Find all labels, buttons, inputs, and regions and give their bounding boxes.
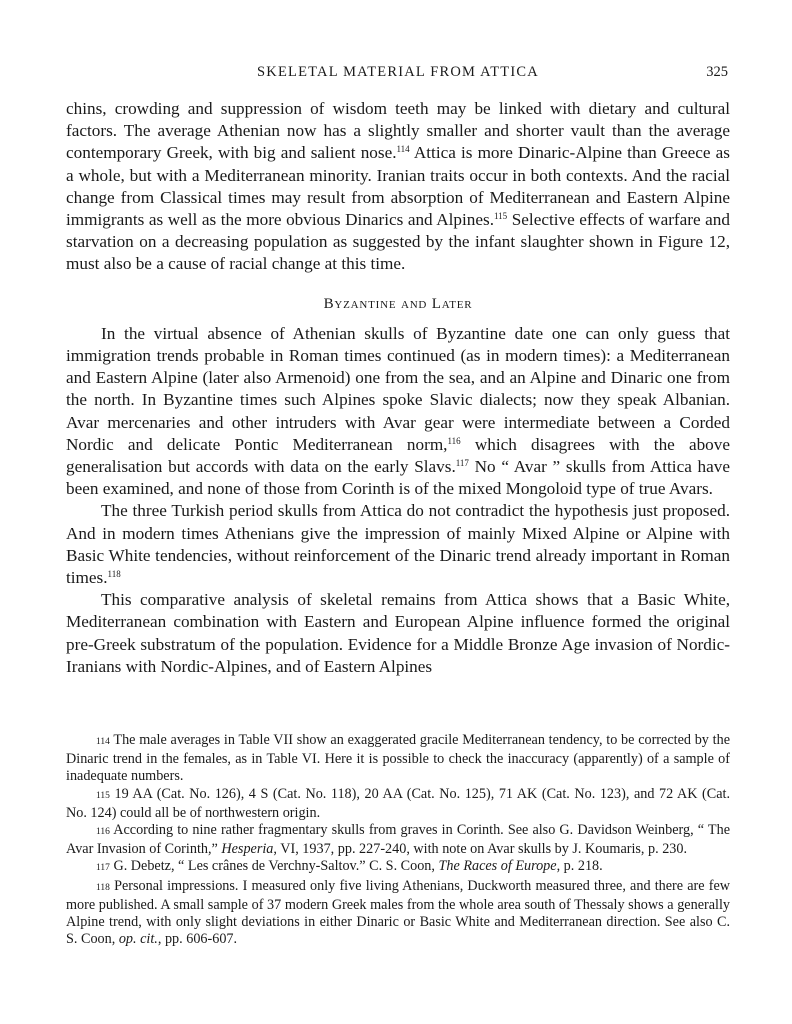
footnote-text: , p. 218. xyxy=(556,858,603,875)
footnote-114 xyxy=(66,732,730,786)
footnote-ref-116: 116 xyxy=(447,435,461,446)
citation-abbrev: op. cit. xyxy=(118,931,158,948)
document-page xyxy=(66,0,730,1024)
book-title: The Races of Europe xyxy=(438,858,557,875)
footnote-ref-114: 114 xyxy=(396,144,410,155)
text-run: Attica is more Dinaric-Alpine than Greece as a whole, but with a Mediterranean minority. Iranian traits occur in both contexts. And the racial change from Classical times may result from absorption of Mediterranean and Eastern Alpine immigrants as well as the more obvious Dinarics and Alpines. xyxy=(66,143,730,230)
paragraph-turkish xyxy=(66,500,730,589)
footnote-text: Personal impressions. I measured only five living Athenians, Duckworth measured three, and there are few more published. A small sample of 37 modern Greek males from the whole area south of Thessaly shows a generally Alpine trend, with only slight deviations in either Dinaric or Basic White and Mediterranean direction. See also C. S. Coon, xyxy=(66,877,730,948)
running-header xyxy=(66,64,730,84)
footnote-text: G. Debetz, “ Les crânes de Verchny-Saltov.” C. S. Coon, xyxy=(109,858,439,875)
text-run: This comparative analysis of skeletal remains from Attica shows that a Basic White, Mediterranean combination with Eastern and European Alpine influence formed the original pre-Greek substratum of the population. Evidence for a Middle Bronze Age invasion of Nordic-Iranians with Nordic-Alpines, and of Eastern Alpines xyxy=(66,590,730,676)
footnote-number: 116 xyxy=(96,827,110,838)
footnote-text: , VI, 1937, pp. 227-240, with note on Avar skulls by J. Koumaris, p. 230. xyxy=(273,841,688,858)
page-number: 325 xyxy=(706,64,728,80)
section-heading: Byzantine and Later xyxy=(323,295,473,312)
footnote-ref-118: 118 xyxy=(107,569,121,580)
footnote-ref-115: 115 xyxy=(494,211,508,222)
footnote-number: 114 xyxy=(96,737,110,747)
footnotes xyxy=(66,732,730,948)
footnote-ref-117: 117 xyxy=(455,458,469,469)
text-run: chins, crowding and suppression of wisdom teeth may be linked with dietary and cultural factors. The average Athenian now has a slightly smaller and shorter vault than the average contemporary Greek, with big and salient nose. xyxy=(66,99,730,163)
main-text xyxy=(66,98,730,678)
text-run: which disagrees with the above generalisation but accords with data on the early Slavs. xyxy=(66,434,730,477)
footnote-number: 118 xyxy=(96,882,110,893)
footnote-118 xyxy=(66,878,730,949)
footnote-text: , pp. 606-607. xyxy=(157,931,238,948)
footnote-text: 19 AA (Cat. No. 126), 4 S (Cat. No. 118), 20 AA (Cat. No. 125), 71 AK (Cat. No. 123), and 72 AK (Cat. No. 124) could all be of northwestern origin. xyxy=(66,785,730,821)
running-title: SKELETAL MATERIAL FROM ATTICA xyxy=(257,64,539,80)
text-run: No “ Avar ” skulls from Attica have been examined, and none of those from Corinth is of the mixed Mongoloid type of true Avars. xyxy=(66,457,730,499)
text-run: In the virtual absence of Athenian skulls of Byzantine date one can only guess that immigration trends probable in Roman times continued (as in modern times): a Mediterranean and Eastern Alpine (later also Armenoid) one from the sea, and an Alpine and Dinaric one from the north. In Byzantine times such Alpines spoke Slavic dialects; now they speak Albanian. Avar mercenaries and other intruders with Avar gear were intermediate between a Corded Nordic and delicate Pontic Mediterranean norm, xyxy=(66,323,730,454)
paragraph-analysis xyxy=(66,589,730,678)
text-run: Selective effects of warfare and starvation on a decreasing population as suggested by the infant slaughter shown in Figure 12, must also be a cause of racial change at this time. xyxy=(66,210,730,274)
footnote-text: The male averages in Table VII show an exaggerated gracile Mediterranean tendency, to be corrected by the Dinaric trend in the females, as in Table VI. Here it is possible to check the inaccuracy (apparently) of a sample of inadequate numbers. xyxy=(66,732,730,785)
footnote-116 xyxy=(66,822,730,858)
footnote-number: 117 xyxy=(96,863,110,874)
journal-title: Hesperia xyxy=(221,841,274,858)
paragraph-byzantine xyxy=(66,323,730,501)
footnote-number: 115 xyxy=(96,790,110,801)
footnote-117 xyxy=(66,858,730,877)
footnote-text: According to nine rather fragmentary skulls from graves in Corinth. See also G. Davidson Weinberg, “ The Avar Invasion of Corinth,” xyxy=(66,822,730,858)
text-run: The three Turkish period skulls from Attica do not contradict the hypothesis just proposed. And in modern times Athenians give the impression of mainly Mixed Alpine or Alpine with Basic White tendencies, without reinforcement of the Dinaric trend already important in Roman times. xyxy=(66,501,730,588)
paragraph-continued xyxy=(66,98,730,276)
footnote-115 xyxy=(66,786,730,822)
